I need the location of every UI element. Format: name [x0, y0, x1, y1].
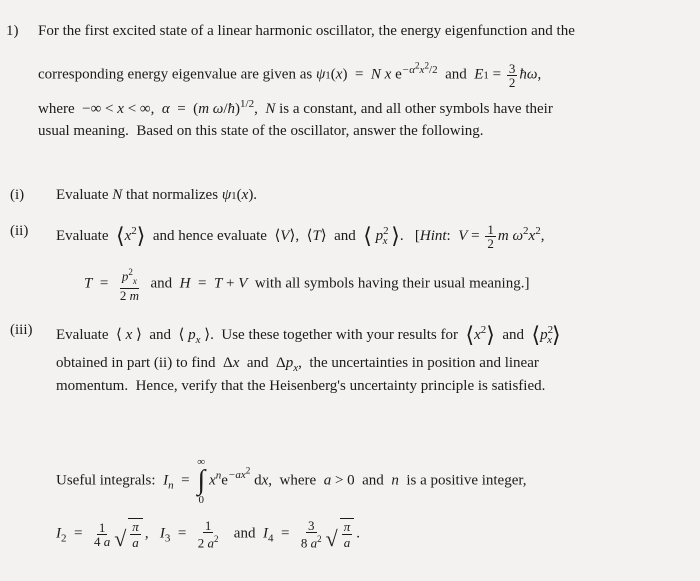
- question-number: 1): [6, 23, 19, 39]
- integrals-line-2: $I_2$ = $\frac{1}{4 a}$ √ $\frac{\pi}{a}$ , $I_3$ = $\frac{1}{2 a^2}$ and $I_4$ = $\frac{3}{8 a^2}$ √ $\frac{\pi}{a}$ .: [56, 517, 361, 551]
- part-i-label: (i): [10, 187, 25, 203]
- part-iii-text-1: Evaluate ⟨ x ⟩ and ⟨ $p_x$ ⟩. Use these together with your results for $⟨x^2⟩$ and $⟨p^2_x⟩$: [56, 322, 561, 347]
- integrals-line-1: Useful integrals: $I_n$ = ∞ ∫ 0 $x^ne^{-ax^2}$ dx, where a > 0 and n is a positive integer,: [56, 456, 527, 506]
- part-ii-text-2: T = $\frac{p^2_x}{2 m}$ and H = T + V with all symbols having their usual meaning.]: [84, 267, 530, 303]
- intro-line-2: corresponding energy eigenvalue are given as ψ1(x) = N x $e^{-\alpha^2x^2/2}$ and E1 = $\frac{3}{2}$ ħω,: [38, 60, 542, 90]
- intro-line-4: usual meaning. Based on this state of the oscillator, answer the following.: [38, 123, 484, 139]
- part-i-text: Evaluate N that normalizes ψ1(x).: [56, 187, 258, 203]
- part-iii-text-2: obtained in part (ii) to find Δx and $\Delta p_x$, the uncertainties in position and linear: [56, 355, 539, 374]
- part-ii-text: Evaluate $⟨x^2⟩$ and hence evaluate ⟨V⟩, ⟨T⟩ and ⟨ $p^2_x$ ⟩. [Hint: V = $\frac{1}{2}$ m $\omega^2x^2$,: [56, 222, 545, 252]
- intro-line-1: For the first excited state of a linear harmonic oscillator, the energy eigenfunction and the: [38, 23, 575, 39]
- part-ii-label: (ii): [10, 223, 29, 239]
- part-iii-text-3: momentum. Hence, verify that the Heisenberg's uncertainty principle is satisfied.: [56, 378, 546, 394]
- part-iii-label: (iii): [10, 322, 33, 338]
- intro-line-3: where −∞ < x < ∞, α = (m ω/ħ)$^{1/2}$, N is a constant, and all other symbols have their: [38, 98, 553, 117]
